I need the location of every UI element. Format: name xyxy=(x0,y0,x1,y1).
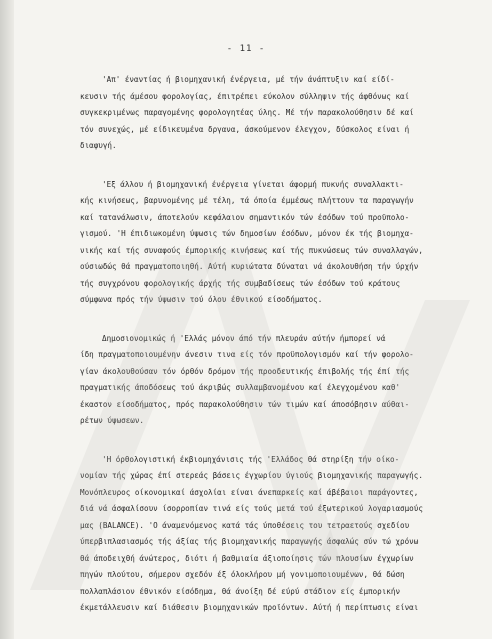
text-line: νικής καί τής συναφούς έμπορικής κινήσεως καί τής πυκνώσεως τών συναλλαγών, xyxy=(80,245,423,255)
text-line: πολλαπλάσιον έθνικόν είσόδημα, θά άνοίξη δέ εύρύ στάδιον είς έμπορικήν xyxy=(80,586,401,596)
text-line: νομίαν τής χώρας έπί στερεάς βάσεις έγχωρίου ύγιούς βιομηχανικής παραγωγής. xyxy=(80,471,423,480)
text-line: γίαν άκολουθούσαν τόν όρθόν δρόμον τής προοδευτικής έπιβολής τής έπί τής xyxy=(80,366,410,376)
text-line: Μονόπλευρος οίκονομικαί άσχολίαι είναι άνεπαρκείς καί άβέβαιοι παράγοντες, xyxy=(80,487,419,497)
text-line: θά άποδειχθή άνώτερος, διότι ή βαθμιαία άξιοποίησις τών πλουσίων έγχωρίων xyxy=(80,553,414,563)
text-line: 'Εξ άλλου ή βιομηχανική ένέργεια γίνεται άφορμή πυκνής συναλλακτι- xyxy=(102,179,404,189)
paragraph-3 xyxy=(80,331,472,430)
text-line: κευσιν τής άμέσου φορολογίας, έπιτρέπει εύκολον σύλληψιν τής άφθόνως καί xyxy=(80,91,410,101)
text-line: τής συγχρόνου φορολογικής άρχής τής συμβαδίσεως τών έσόδων τού κράτους xyxy=(80,278,401,288)
text-line: τόν συνεχώς, μέ είδικευμένα δργανα, άσκούμενον έλεγχον, δύσκολος είναι ή xyxy=(80,124,410,134)
text-line: μας (BALANCE). 'Ο άναμενόμενος κατά τάς ύποθέσεις του τετραετούς σχεδίου xyxy=(80,520,410,530)
text-line: 'Η όρθολογιστική έκβιομηχάνισις τής 'Ελλάδος θά στηρίξη τήν οίκο- xyxy=(102,454,400,464)
text-line: καί τατανάλωσιν, άποτελούν κεφάλαιον σημαντικόν τών έσόδων τού προϋπολο- xyxy=(80,212,410,222)
text-line: έκαστον είσοδήματος, πρός παρακολούθησιν τών τιμών καί άποσόβησιν αύθαι- xyxy=(80,399,410,409)
text-line: σύμφωνα πρός τήν ύψωσιν τού όλου έθνικού είσοδήματος. xyxy=(80,295,323,304)
page-edge-shadow xyxy=(0,0,14,639)
text-line: Δημοσιονομικώς ή 'Ελλάς μόνον άπό τήν πλευράν αύτήν ήμπορεί νά xyxy=(102,333,386,343)
document-body xyxy=(80,72,472,639)
text-line: διά νά άσφαλίσουν ίσορροπίαν τινά είς τούς μετά τού έξωτερικού λογαριασμούς xyxy=(80,504,423,513)
text-line: πραγματικής άποδόσεως τού άκριβώς συλλαμβανομένου καί έλεγχομένου καθ' xyxy=(80,383,401,392)
text-line: ρέτων ύψωσεων. xyxy=(80,416,145,425)
paragraph-1 xyxy=(80,72,472,155)
paragraph-4 xyxy=(80,452,472,617)
text-line: πηγών πλούτου, σήμερον σχεδόν έξ όλοκλήρου μή γονιμοποιουμένων, θά δώση xyxy=(80,570,405,579)
text-line: συγκεκριμένως παραγομένης φορολογητέας ύλης. Μέ τήν παρακολούθησιν δέ καί xyxy=(80,108,414,117)
text-line: γισμού. 'Η έπιδιωκομένη ύψωσις τών δημοσίων έσόδων, μόνον έκ τής βιομηχα- xyxy=(80,229,414,238)
text-line: διαφυγή. xyxy=(80,141,117,150)
text-line: 'Απ' έναντίας ή βιομηχανική ένέργεια, μέ τήν άνάπτυξιν καί είδί- xyxy=(102,75,395,84)
text-line: κής κινήσεως, βαρυνομένης μέ τέλη, τά όποία έμμέσως πλήττουν τα παραγωγήν xyxy=(80,196,414,205)
text-line: έκμετάλλευσιν καί διάθεσιν βιομηχανικών προϊόντων. Αύτή ή περίπτωσις είναι xyxy=(80,603,419,612)
text-line: ούσιωδώς θά πραγματοποιηθή. Αύτή κυριώτατα δύναται νά άκολουθήση τήν ύρχήν xyxy=(80,262,419,271)
page-number: - 11 - xyxy=(226,44,266,54)
text-line: ίδη πραγματοποιουμένην άνεσιν τινα είς τόν προϋπολογισμόν καί τήν φορολο- xyxy=(80,350,414,359)
paragraph-2 xyxy=(80,177,472,309)
text-line: ύπερβιπλασιασμός τής άξίας τής βιομηχανικής παραγωγής άσφαλώς σύν τώ χρόνω xyxy=(80,537,419,546)
